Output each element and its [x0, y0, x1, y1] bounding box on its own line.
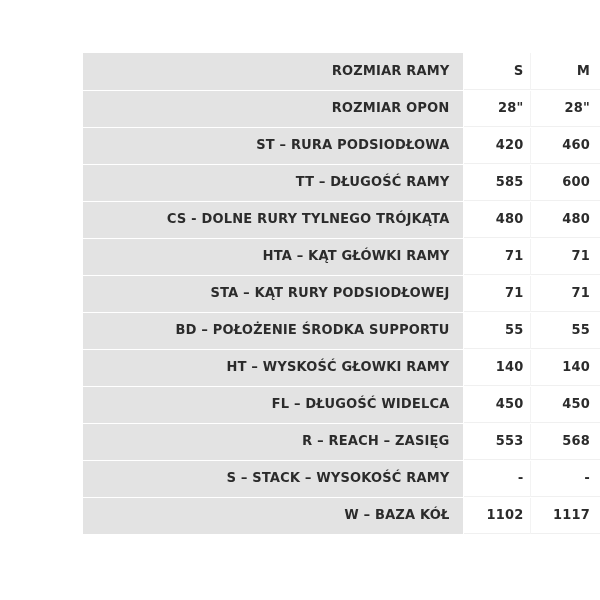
- table-row: [83, 238, 600, 275]
- row-label: ROZMIAR RAMY: [83, 53, 463, 90]
- size-m-value: 600: [530, 164, 600, 201]
- size-s-value: 553: [463, 423, 530, 460]
- size-m-value: -: [530, 460, 600, 497]
- size-m-value: 460: [530, 127, 600, 164]
- row-label: ST – RURA PODSIODŁOWA: [83, 127, 463, 164]
- size-s-value: 480: [463, 201, 530, 238]
- row-label: BD – POŁOŻENIE ŚRODKA SUPPORTU: [83, 312, 463, 349]
- row-label: HTA – KĄT GŁÓWKI RAMY: [83, 238, 463, 275]
- frame-size-table: [83, 53, 600, 534]
- table-row: [83, 423, 600, 460]
- size-m-value: M: [530, 53, 600, 90]
- size-m-value: 28": [530, 90, 600, 127]
- table-row: [83, 90, 600, 127]
- size-s-value: S: [463, 53, 530, 90]
- table-row: [83, 349, 600, 386]
- table-row: [83, 497, 600, 534]
- table-row: [83, 201, 600, 238]
- size-s-value: 450: [463, 386, 530, 423]
- size-m-value: 71: [530, 275, 600, 312]
- table-row: [83, 460, 600, 497]
- size-s-value: 55: [463, 312, 530, 349]
- row-label: W – BAZA KÓŁ: [83, 497, 463, 534]
- size-s-value: 1102: [463, 497, 530, 534]
- size-m-value: 568: [530, 423, 600, 460]
- table-row: [83, 127, 600, 164]
- size-m-value: 450: [530, 386, 600, 423]
- size-s-value: 28": [463, 90, 530, 127]
- size-m-value: 1117: [530, 497, 600, 534]
- row-label: HT – WYSKOŚĆ GŁOWKI RAMY: [83, 349, 463, 386]
- row-label: STA – KĄT RURY PODSIODŁOWEJ: [83, 275, 463, 312]
- size-m-value: 140: [530, 349, 600, 386]
- row-label: TT – DŁUGOŚĆ RAMY: [83, 164, 463, 201]
- table-row: [83, 312, 600, 349]
- size-m-value: 480: [530, 201, 600, 238]
- table-row: [83, 386, 600, 423]
- size-s-value: 140: [463, 349, 530, 386]
- size-s-value: -: [463, 460, 530, 497]
- size-m-value: 55: [530, 312, 600, 349]
- table-row: [83, 164, 600, 201]
- row-label: FL – DŁUGOŚĆ WIDELCA: [83, 386, 463, 423]
- size-s-value: 71: [463, 238, 530, 275]
- size-m-value: 71: [530, 238, 600, 275]
- size-s-value: 71: [463, 275, 530, 312]
- table-row: [83, 53, 600, 90]
- table-row: [83, 275, 600, 312]
- row-label: R – REACH – ZASIĘG: [83, 423, 463, 460]
- row-label: CS - DOLNE RURY TYLNEGO TRÓJKĄTA: [83, 201, 463, 238]
- row-label: S – STACK – WYSOKOŚĆ RAMY: [83, 460, 463, 497]
- row-label: ROZMIAR OPON: [83, 90, 463, 127]
- size-s-value: 585: [463, 164, 530, 201]
- size-s-value: 420: [463, 127, 530, 164]
